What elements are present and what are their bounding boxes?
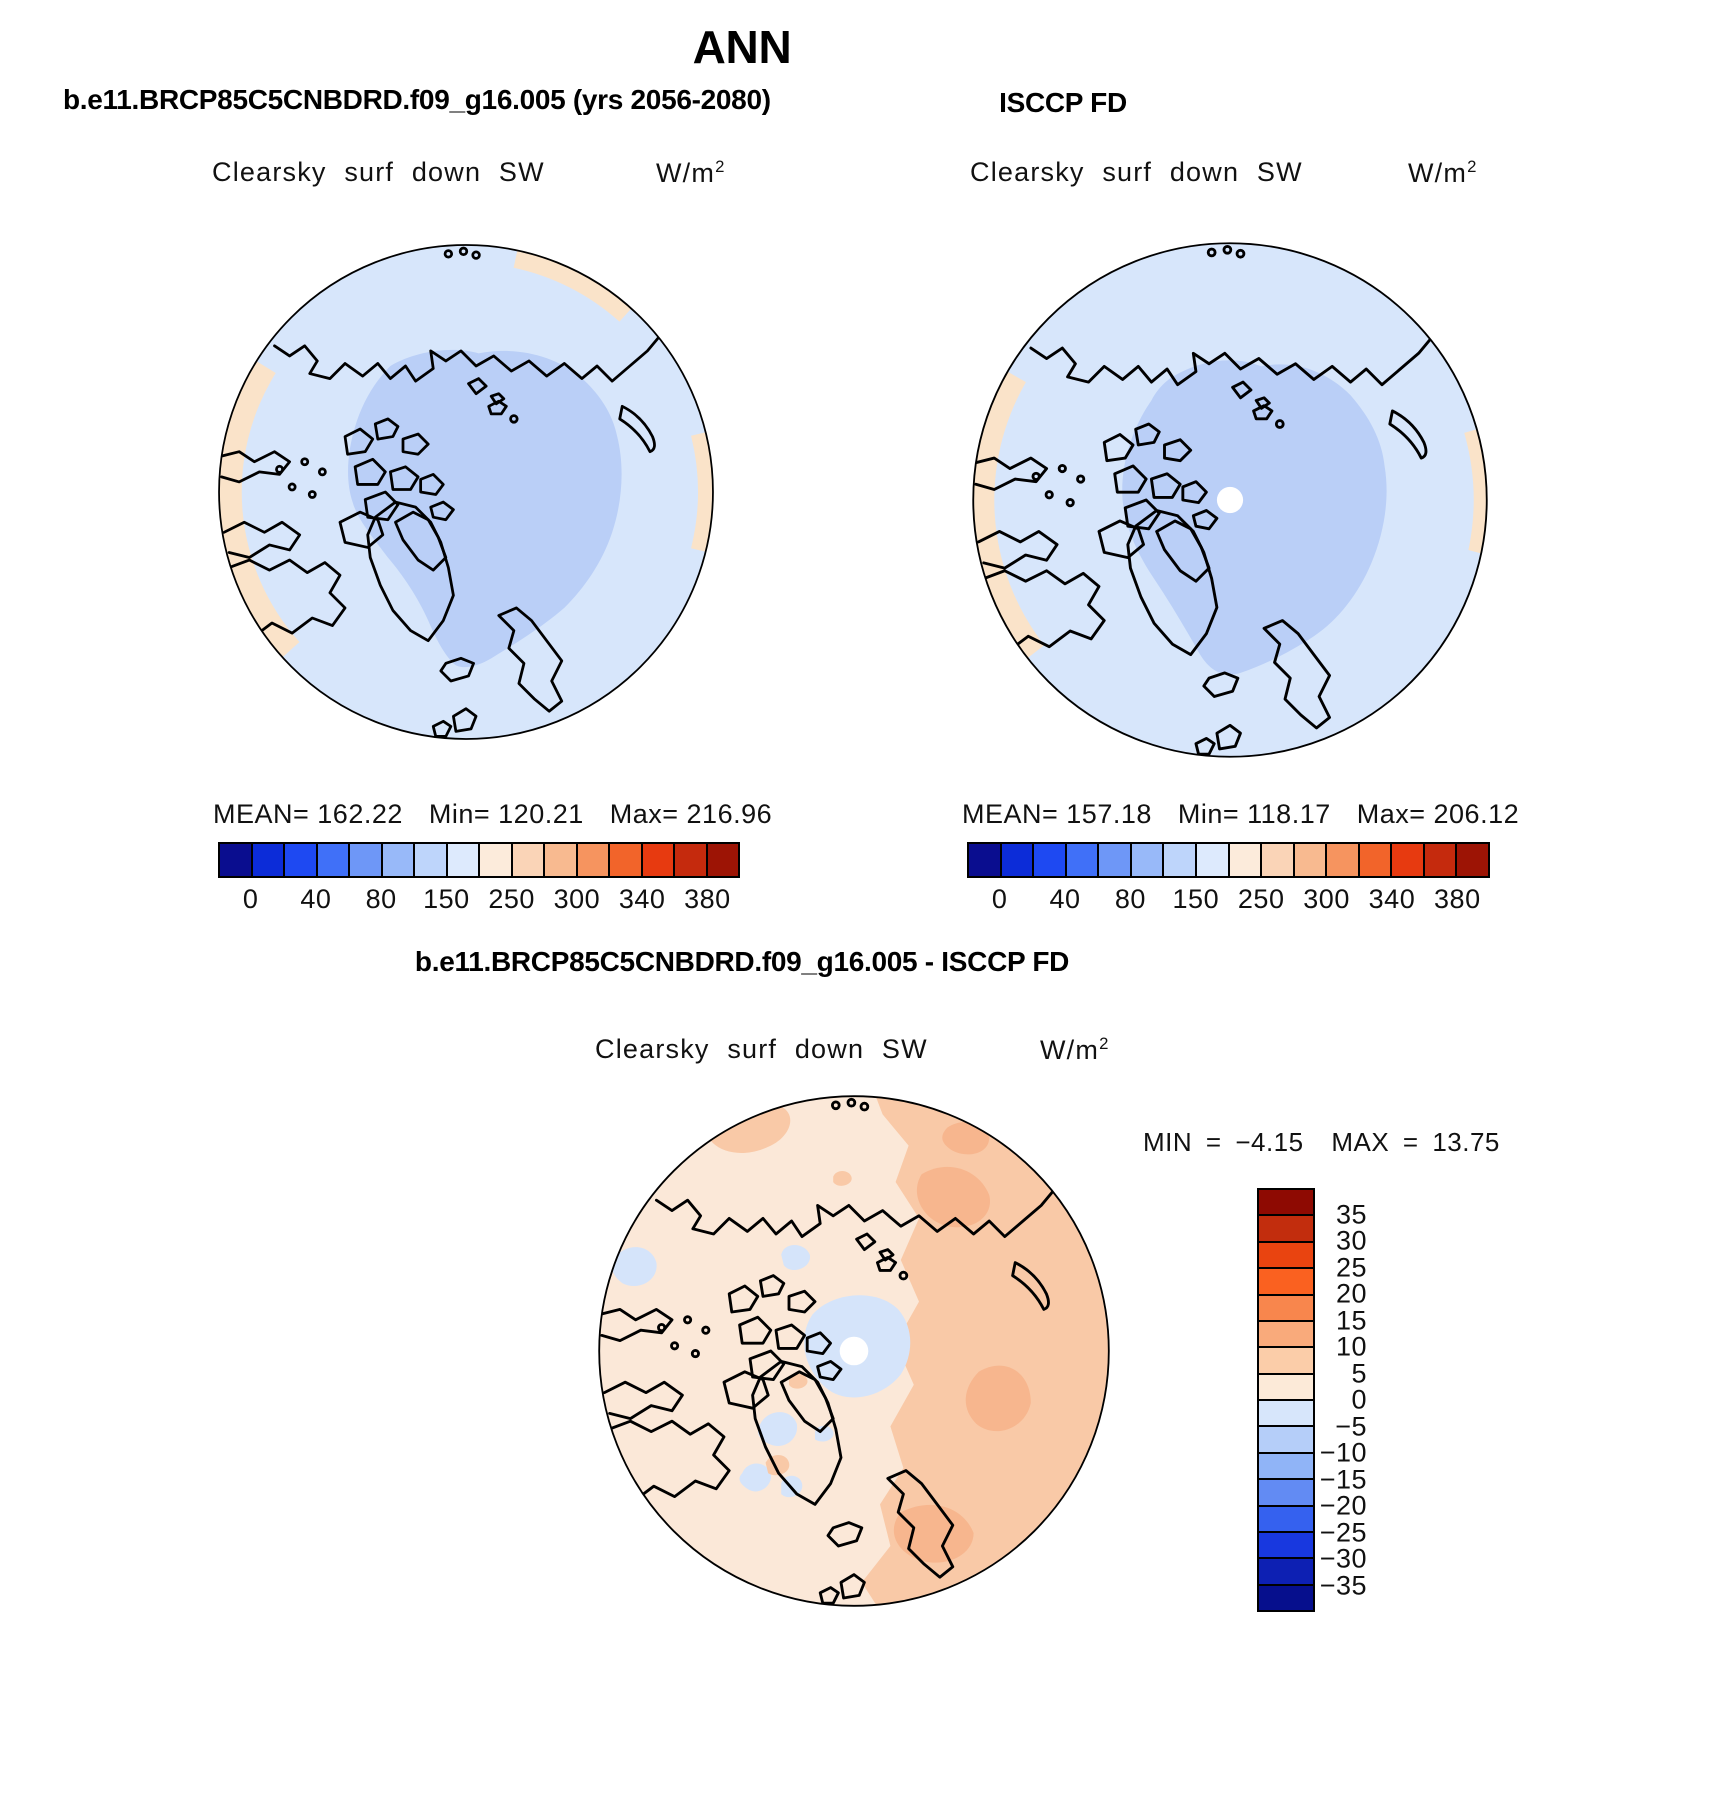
colorbar-cell xyxy=(1259,1216,1313,1242)
colorbar-cell xyxy=(1132,844,1165,876)
colorbar-tick-label: −10 xyxy=(1319,1437,1367,1468)
colorbar-cell xyxy=(513,844,546,876)
diff-colorbar xyxy=(1257,1188,1315,1612)
diff-field-label: Clearsky surf down SW xyxy=(595,1034,928,1064)
model-map xyxy=(214,240,718,744)
colorbar-tick-label: 30 xyxy=(1335,1225,1367,1256)
colorbar-cell xyxy=(1259,1322,1313,1348)
diff-map xyxy=(594,1091,1114,1611)
colorbar-cell xyxy=(383,844,416,876)
colorbar-cell xyxy=(643,844,676,876)
colorbar-cell xyxy=(1197,844,1230,876)
colorbar-tick-label: 20 xyxy=(1335,1278,1367,1309)
diff-header: b.e11.BRCP85C5CNBDRD.f09_g16.005 - ISCCP FD xyxy=(414,946,1070,977)
colorbar-tick-label: 150 xyxy=(1172,884,1220,914)
colorbar-cell xyxy=(1259,1243,1313,1269)
colorbar-tick-label: 0 xyxy=(991,884,1008,914)
colorbar-cell xyxy=(1164,844,1197,876)
colorbar-cell xyxy=(1230,844,1263,876)
colorbar-tick-label: 380 xyxy=(684,884,731,914)
colorbar-cell xyxy=(480,844,513,876)
colorbar-tick-label: −20 xyxy=(1319,1490,1367,1521)
colorbar-tick-label: −5 xyxy=(1335,1411,1367,1441)
colorbar-tick-label: 380 xyxy=(1434,884,1481,914)
diff-colorbar-ticks xyxy=(1321,1188,1367,1612)
colorbar-cell xyxy=(1392,844,1425,876)
min-value: 120.21 xyxy=(498,799,584,829)
mean-label: MEAN= xyxy=(213,799,310,829)
colorbar-cell xyxy=(1259,1296,1313,1322)
colorbar-cell xyxy=(1259,1533,1313,1559)
obs-units-label xyxy=(1408,157,1478,189)
colorbar-cell xyxy=(1425,844,1458,876)
colorbar-tick-label: 10 xyxy=(1335,1331,1367,1362)
colorbar-tick-label: 80 xyxy=(365,884,397,914)
min-value: 118.17 xyxy=(1247,799,1331,829)
colorbar-tick-label: −30 xyxy=(1319,1543,1367,1574)
min-label: MIN = xyxy=(1143,1127,1222,1157)
min-label: Min= xyxy=(428,799,491,829)
model-colorbar xyxy=(218,842,740,878)
colorbar-cell xyxy=(1327,844,1360,876)
colorbar-tick-label: 0 xyxy=(242,884,259,914)
colorbar-tick-label: 300 xyxy=(1303,884,1350,914)
model-header: b.e11.BRCP85C5CNBDRD.f09_g16.005 (yrs 2056-2080) xyxy=(63,84,771,115)
max-label: Max= xyxy=(609,799,679,829)
model-units-label xyxy=(656,157,726,189)
colorbar-cell xyxy=(1259,1348,1313,1374)
colorbar-tick-label: −35 xyxy=(1319,1570,1367,1600)
colorbar-cell xyxy=(675,844,708,876)
colorbar-cell xyxy=(448,844,481,876)
colorbar-cell xyxy=(969,844,1002,876)
colorbar-cell xyxy=(415,844,448,876)
model-stats xyxy=(213,799,798,830)
max-value: 216.96 xyxy=(686,799,773,829)
obs-colorbar xyxy=(967,842,1490,878)
colorbar-cell xyxy=(1259,1401,1313,1427)
diff-stats xyxy=(1143,1127,1500,1158)
colorbar-cell xyxy=(220,844,253,876)
colorbar-tick-label: 300 xyxy=(553,884,601,914)
units-exponent: 2 xyxy=(1467,157,1478,176)
pole-hole xyxy=(840,1337,869,1366)
model-colorbar-ticks xyxy=(218,884,740,916)
colorbar-tick-label: 0 xyxy=(1351,1384,1367,1415)
colorbar-cell xyxy=(253,844,286,876)
colorbar-cell xyxy=(1259,1586,1313,1610)
colorbar-cell xyxy=(1259,1454,1313,1480)
colorbar-cell xyxy=(1034,844,1067,876)
colorbar-cell xyxy=(1259,1190,1313,1216)
colorbar-tick-label: 250 xyxy=(488,884,535,914)
max-label: MAX = xyxy=(1331,1127,1419,1157)
colorbar-tick-label: −15 xyxy=(1319,1464,1367,1494)
diff-units-label xyxy=(1040,1034,1110,1066)
colorbar-cell xyxy=(1259,1559,1313,1585)
mean-value: 162.22 xyxy=(317,799,403,829)
colorbar-cell xyxy=(318,844,351,876)
colorbar-cell xyxy=(1457,844,1488,876)
colorbar-tick-label: 340 xyxy=(618,884,666,914)
min-label: Min= xyxy=(1177,799,1240,829)
colorbar-tick-label: 150 xyxy=(423,884,470,914)
colorbar-tick-label: 35 xyxy=(1335,1199,1367,1229)
colorbar-cell xyxy=(1360,844,1393,876)
colorbar-cell xyxy=(545,844,578,876)
colorbar-cell xyxy=(578,844,611,876)
colorbar-cell xyxy=(1099,844,1132,876)
obs-colorbar-ticks xyxy=(967,884,1490,916)
colorbar-tick-label: 250 xyxy=(1237,884,1285,914)
max-value: 13.75 xyxy=(1432,1127,1500,1157)
colorbar-cell xyxy=(1259,1427,1313,1453)
colorbar-tick-label: 40 xyxy=(300,884,332,914)
colorbar-cell xyxy=(1002,844,1035,876)
colorbar-cell xyxy=(350,844,383,876)
mean-label: MEAN= xyxy=(962,799,1059,829)
max-value: 206.12 xyxy=(1433,799,1520,829)
pole-hole xyxy=(1217,487,1243,513)
model-field-label: Clearsky surf down SW xyxy=(212,157,545,187)
obs-stats xyxy=(962,799,1545,830)
obs-header: ISCCP FD xyxy=(999,87,1127,118)
units-exponent: 2 xyxy=(1099,1034,1110,1053)
colorbar-tick-label: 15 xyxy=(1335,1305,1367,1335)
colorbar-cell xyxy=(1259,1507,1313,1533)
colorbar-tick-label: 40 xyxy=(1049,884,1081,914)
colorbar-tick-label: 340 xyxy=(1368,884,1416,914)
min-value: −4.15 xyxy=(1235,1127,1304,1157)
colorbar-cell xyxy=(1259,1480,1313,1506)
colorbar-cell xyxy=(1259,1269,1313,1295)
colorbar-cell xyxy=(285,844,318,876)
max-label: Max= xyxy=(1356,799,1426,829)
colorbar-cell xyxy=(1259,1375,1313,1401)
colorbar-tick-label: 80 xyxy=(1114,884,1146,914)
season-title: ANN xyxy=(692,21,792,73)
units-text: W/m xyxy=(1040,1035,1100,1065)
colorbar-tick-label: −25 xyxy=(1319,1517,1367,1547)
colorbar-cell xyxy=(1067,844,1100,876)
colorbar-cell xyxy=(610,844,643,876)
colorbar-cell xyxy=(1295,844,1328,876)
colorbar-cell xyxy=(708,844,739,876)
units-exponent: 2 xyxy=(715,157,726,176)
obs-map xyxy=(968,238,1492,762)
obs-field-label: Clearsky surf down SW xyxy=(970,157,1303,187)
mean-value: 157.18 xyxy=(1066,799,1152,829)
colorbar-cell xyxy=(1262,844,1295,876)
units-text: W/m xyxy=(656,158,716,188)
units-text: W/m xyxy=(1408,158,1468,188)
colorbar-tick-label: 25 xyxy=(1335,1252,1367,1282)
colorbar-tick-label: 5 xyxy=(1351,1358,1367,1388)
